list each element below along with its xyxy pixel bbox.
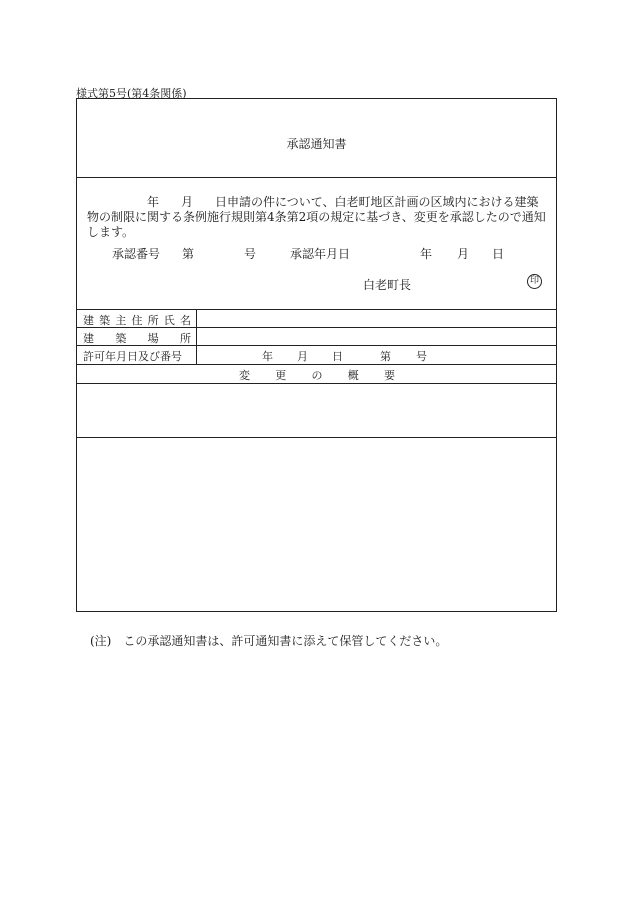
column-divider	[196, 309, 197, 364]
permit-year: 年	[262, 350, 273, 363]
permit-month: 月	[297, 350, 308, 363]
char: 氏	[163, 314, 175, 327]
divider	[77, 177, 556, 178]
form-reference: 様式第5号(第4条関係)	[76, 87, 187, 100]
body-text: 日申請の件について、白老町地区計画の区域内における建築物の制限に関する条例施行規則第4条第2項の規定に基づき、変更を承認したので通知します。	[87, 195, 546, 239]
permit-day: 日	[332, 350, 343, 363]
char: 名	[179, 314, 191, 327]
notice-form	[76, 98, 557, 612]
issuer-name: 白老町長	[363, 278, 412, 292]
approval-date-month: 月	[457, 247, 470, 261]
char: 築	[115, 332, 127, 345]
char: 変	[239, 369, 250, 382]
approval-date-day: 日	[492, 247, 505, 261]
body-year: 年	[147, 195, 160, 209]
permit-dai: 第	[380, 350, 391, 363]
char: 更	[275, 369, 287, 382]
char: の	[311, 369, 323, 382]
footnote: (注) この承認通知書は、許可通知書に添えて保管してください。	[90, 634, 448, 648]
char: 築	[99, 314, 111, 327]
owner-label	[83, 312, 191, 328]
char: 建	[83, 332, 94, 345]
divider	[77, 364, 556, 365]
approval-number-go: 号	[244, 247, 257, 261]
approval-date-year: 年	[420, 247, 433, 261]
char: 建	[83, 314, 94, 327]
site-label	[83, 330, 191, 346]
char: 所	[179, 332, 191, 345]
permit-go: 号	[416, 350, 427, 363]
notice-body	[87, 195, 547, 240]
summary-header	[239, 367, 395, 383]
approval-date-label: 承認年月日	[290, 247, 351, 261]
seal-icon: 印	[527, 274, 542, 289]
char: 所	[147, 314, 159, 327]
char: 要	[384, 369, 395, 382]
divider	[77, 437, 556, 438]
body-month: 月	[181, 195, 194, 209]
permit-label: 許可年月日及び番号	[83, 350, 182, 363]
divider	[77, 309, 556, 310]
approval-number-dai: 第	[182, 247, 195, 261]
divider	[77, 383, 556, 384]
char: 場	[147, 332, 159, 345]
document-title: 承認通知書	[286, 137, 347, 151]
char: 概	[347, 369, 359, 382]
char: 主	[115, 314, 127, 327]
char: 住	[131, 314, 143, 327]
approval-number-label: 承認番号	[112, 247, 161, 261]
